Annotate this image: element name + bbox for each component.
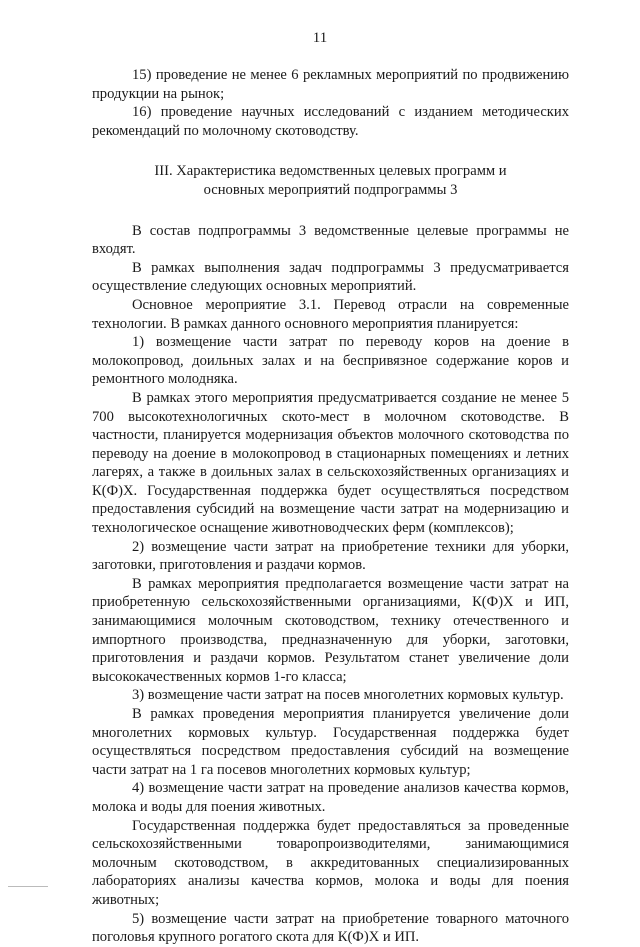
- list-item: 4) возмещение части затрат на проведение анализов качества кормов, молока и воды для поения животных.: [92, 780, 569, 815]
- list-item: 3) возмещение части затрат на посев многолетних кормовых культур.: [132, 687, 564, 704]
- paragraph: Государственная поддержка будет предоставляться за проведенные сельскохозяйственными товаропроизводителями, занимающимися молочным скотоводством, в аккредитованных специализированных лабораториях анализы качества кормов, молока и воды для поения животных;: [92, 817, 569, 908]
- list-item: 1) возмещение части затрат по переводу коров на доение в молокопровод, доильных залах и на беспривязное содержание коров и ремонтного молодняка.: [92, 334, 569, 388]
- paragraph: В рамках выполнения задач подпрограммы 3 предусматривается осуществление следующих основных мероприятий.: [92, 259, 569, 295]
- paragraph: Основное мероприятие 3.1. Перевод отрасли на современные технологии. В рамках данного основного мероприятия планируется:: [92, 296, 569, 332]
- paragraph: В рамках проведения мероприятия планируется увеличение доли многолетних кормовых культур. Государственная поддержка будет осуществляться посредством предоставления субсидий на возмещение части затрат на 1 га посевов многолетних кормовых культур;: [92, 706, 569, 778]
- list-item: 2) возмещение части затрат на приобретение техники для уборки, заготовки, приготовления и раздачи кормов.: [92, 538, 569, 574]
- paragraph: В рамках этого мероприятия предусматривается создание не менее 5 700 высокотехнологичных ското-мест в молочном скотоводстве. В частности, планируется модернизация объектов молочного скотоводства по переводу на доение в молокопровод в стационарных помещениях и летних лагерях, а также в доильных залах в сельскохозяйственных организациях и К(Ф)Х. Государственная поддержка будет осуществляться посредством предоставления субсидий на возмещение части затрат на модернизацию и технологическое оснащение животноводческих ферм (комплексов);: [92, 389, 569, 537]
- paragraph: В состав подпрограммы 3 ведомственные целевые программы не входят.: [92, 222, 569, 258]
- document-body: [92, 66, 569, 947]
- scan-artifact-line: [8, 886, 48, 887]
- list-item-15: 15) проведение не менее 6 рекламных мероприятий по продвижению продукции на рынок;: [92, 67, 569, 102]
- list-item: 5) возмещение части затрат на приобретение товарного маточного поголовья крупного рогатого скота для К(Ф)Х и ИП.: [92, 910, 569, 946]
- section-heading: III. Характеристика ведомственных целевых программ и основных мероприятий подпрограммы 3: [154, 163, 507, 198]
- paragraph: В рамках мероприятия предполагается возмещение части затрат на приобретенную сельскохозяйственными организациями, К(Ф)Х и ИП, занимающимися молочным скотоводством, технику отечественного и импортного производства, предназначенную для уборки, заготовки, приготовления и раздачи кормов. Результатом станет увеличение доли высококачественных кормов 1-го класса;: [92, 575, 569, 685]
- list-item-16: 16) проведение научных исследований с изданием методических рекомендаций по молочному скотоводству.: [92, 104, 569, 139]
- page-number: 11: [312, 30, 328, 46]
